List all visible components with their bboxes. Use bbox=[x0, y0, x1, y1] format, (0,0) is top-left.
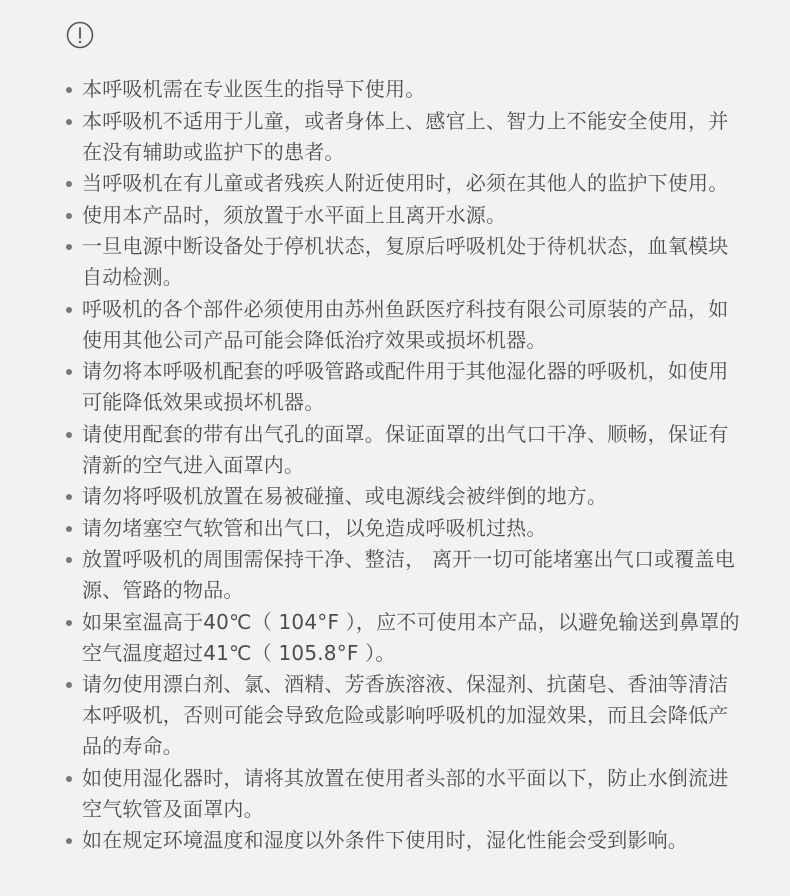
notice-text: 放置呼吸机的周围需保持干净、整洁， 离开一切可能堵塞出气口或覆盖电源、管路的物品。 bbox=[82, 547, 735, 602]
notice-text: 呼吸机的各个部件必须使用由苏州鱼跃医疗科技有限公司原装的产品，如使用其他公司产品可能会降低治疗效果或损坏机器。 bbox=[82, 296, 729, 352]
notice-item bbox=[66, 168, 746, 199]
notice-item bbox=[66, 544, 746, 606]
notice-text: 请勿将呼吸机放置在易被碰撞、或电源线会被绊倒的地方。 bbox=[82, 484, 608, 508]
notice-text: 如果室温高于40℃（ 104°F ），应不可使用本产品，以避免输送到鼻罩的空气温度超过41℃（ 105.8°F ）。 bbox=[82, 609, 740, 665]
notice-item bbox=[66, 481, 746, 512]
bullet-dot-icon bbox=[66, 557, 72, 563]
notice-text: 当呼吸机在有儿童或者残疾人附近使用时，必须在其他人的监护下使用。 bbox=[82, 171, 729, 195]
notice-item bbox=[66, 513, 746, 544]
notice-item bbox=[66, 356, 746, 418]
bullet-dot-icon bbox=[66, 181, 72, 187]
notice-item bbox=[66, 74, 746, 105]
bullet-dot-icon bbox=[66, 119, 72, 125]
bullet-dot-icon bbox=[66, 244, 72, 250]
notice-text: 使用本产品时，须放置于水平面上且离开水源。 bbox=[82, 202, 507, 227]
notice-item bbox=[66, 825, 746, 856]
notice-text: 请勿将本呼吸机配套的呼吸管路或配件用于其他湿化器的呼吸机，如使用可能降低效果或损坏机器。 bbox=[82, 359, 729, 414]
notice-item bbox=[66, 200, 746, 231]
notice-text: 请勿使用漂白剂、氯、酒精、芳香族溶液、保湿剂、抗菌皂、香油等清洁本呼吸机，否则可能会导致危险或影响呼吸机的加湿效果，而且会降低产品的寿命。 bbox=[82, 672, 729, 758]
notice-item bbox=[66, 763, 746, 825]
bullet-dot-icon bbox=[66, 307, 72, 313]
notice-text: 如使用湿化器时，请将其放置在使用者头部的水平面以下，防止水倒流进空气软管及面罩内。 bbox=[82, 765, 729, 821]
notice-item bbox=[66, 669, 746, 762]
notice-text: 如在规定环境温度和湿度以外条件下使用时，湿化性能会受到影响。 bbox=[82, 828, 688, 852]
notice-item bbox=[66, 294, 746, 356]
notice-item bbox=[66, 419, 746, 481]
bullet-dot-icon bbox=[66, 620, 72, 626]
safety-notice-list bbox=[66, 74, 746, 857]
notice-item bbox=[66, 231, 746, 293]
bullet-dot-icon bbox=[66, 682, 72, 688]
bullet-dot-icon bbox=[66, 213, 72, 219]
notice-item bbox=[66, 106, 746, 168]
notice-text: 本呼吸机需在专业医生的指导下使用。 bbox=[82, 77, 426, 101]
bullet-dot-icon bbox=[66, 776, 72, 782]
notice-item bbox=[66, 607, 746, 669]
bullet-dot-icon bbox=[66, 494, 72, 500]
notice-text: 请使用配套的带有出气孔的面罩。保证面罩的出气口干净、顺畅，保证有清新的空气进入面罩内。 bbox=[82, 421, 729, 477]
bullet-dot-icon bbox=[66, 369, 72, 375]
notice-text: 一旦电源中断设备处于停机状态，复原后呼吸机处于待机状态，血氧模块自动检测。 bbox=[82, 234, 729, 289]
notice-text: 请勿堵塞空气软管和出气口，以免造成呼吸机过热。 bbox=[82, 515, 547, 540]
notice-text: 本呼吸机不适用于儿童，或者身体上、感官上、智力上不能安全使用，并在没有辅助或监护下的患者。 bbox=[82, 108, 729, 164]
bullet-dot-icon bbox=[66, 432, 72, 438]
bullet-dot-icon bbox=[66, 526, 72, 532]
bullet-dot-icon bbox=[66, 87, 72, 93]
bullet-dot-icon bbox=[66, 838, 72, 844]
exclamation-circle-icon bbox=[66, 21, 94, 49]
